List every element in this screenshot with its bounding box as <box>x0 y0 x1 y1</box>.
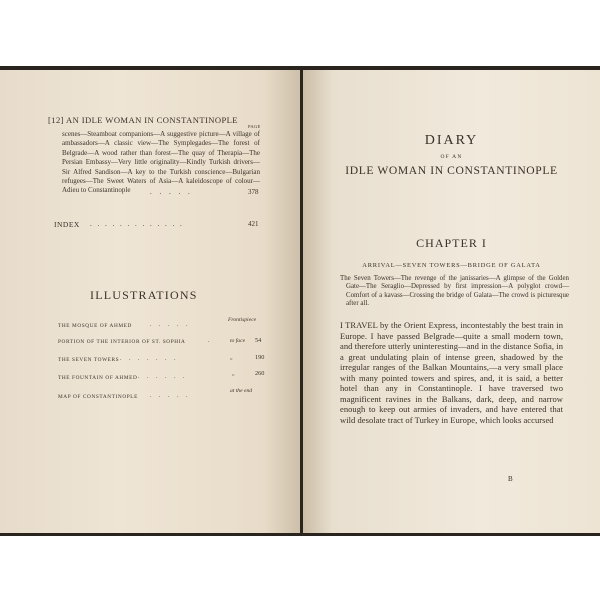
illustration-leader-dots: . . . . . <box>150 322 191 328</box>
index-label: INDEX <box>54 220 80 229</box>
chapter-subtitle: ARRIVAL—SEVEN TOWERS—BRIDGE OF GALATA <box>362 262 541 269</box>
chapter-body-text: I TRAVEL by the Orient Express, incontestably the best train in Europe. I have passed Belgrade—quite a small modern town, and therefore utterly uninteresting—and in the distance Sofia, in a great undulating plain of intense green, shadowed by the irregular ranges of the Balkan Mountains,—a very small place with many pointed towers and spires, and, it is said, a better hotel than any in Constantinople. I have traversed two magnificent ravines in the Balkans, dark, deep, and narrow enough to keep out armies of invaders, and have entered that wild desolate tract of Turkey in Europe, which looks accursed <box>340 320 563 425</box>
illustration-leader-dots: . <box>208 338 213 344</box>
chapter-summary: The Seven Towers—The revenge of the janissaries—A glimpse of the Golden Gate—The Seraglio—Depressed by first impression—A polyglot crowd—Comfort of a kavass—Crossing the bridge of Galata—The crowd is picturesque after all. <box>340 275 569 307</box>
page-column-label: PAGE <box>248 124 261 129</box>
contents-page-number: 378 <box>248 188 259 196</box>
contents-entry-text: scenes—Steamboat companions—A suggestive picture—A village of ambassadors—A classic view—The Symplegades—The forest of Belgrade—A wood rather than forest—The quay of Therapia—The Persian Embassy—Very little originality—Kindly Turkish drivers—Sir Alfred Sandison—A key to the Turkish conscience—Bulgarian refugees—The Sweet Waters of Asia—A kaleidoscope of colour—Adieu to Constantinople <box>62 130 260 195</box>
index-page-number: 421 <box>248 220 259 228</box>
running-head: [12] AN IDLE WOMAN IN CONSTANTINOPLE <box>48 115 238 125</box>
illustration-page-number: 190 <box>255 354 265 361</box>
illustration-leader-dots: . . . . . . <box>138 374 188 380</box>
illustration-page-number: 54 <box>255 337 262 344</box>
illustration-title: THE FOUNTAIN OF AHMED <box>58 375 138 381</box>
book-title-of-an: OF AN <box>440 154 463 160</box>
illustration-placement: „ <box>232 371 236 377</box>
illustration-title: MAP OF CONSTANTINOPLE <box>58 394 138 400</box>
contents-leader-dots: . . . . . <box>150 188 193 196</box>
illustration-page-number: 260 <box>255 370 265 377</box>
illustration-placement: „ <box>230 355 234 361</box>
right-page <box>303 70 600 533</box>
index-leader-dots: . . . . . . . . . . . . . <box>90 220 184 228</box>
illustration-placement: at the end <box>230 388 253 394</box>
illustration-leader-dots: . . . . . <box>150 393 191 399</box>
book-title-main: IDLE WOMAN IN CONSTANTINOPLE <box>345 164 558 177</box>
illustration-title: THE MOSQUE OF AHMED <box>58 323 132 329</box>
chapter-heading: CHAPTER I <box>416 236 487 250</box>
left-page <box>0 70 300 533</box>
illustration-placement: to face <box>230 338 246 344</box>
illustrations-heading: ILLUSTRATIONS <box>90 288 198 302</box>
signature-mark: B <box>508 475 513 483</box>
illustration-title: PORTION OF THE INTERIOR OF ST. SOPHIA <box>58 339 186 345</box>
book-title-diary: DIARY <box>424 133 479 148</box>
illustration-title: THE SEVEN TOWERS <box>58 357 120 363</box>
illustration-leader-dots: . . . . . . . <box>120 356 179 362</box>
illustration-placement: Frontispiece <box>228 317 257 323</box>
